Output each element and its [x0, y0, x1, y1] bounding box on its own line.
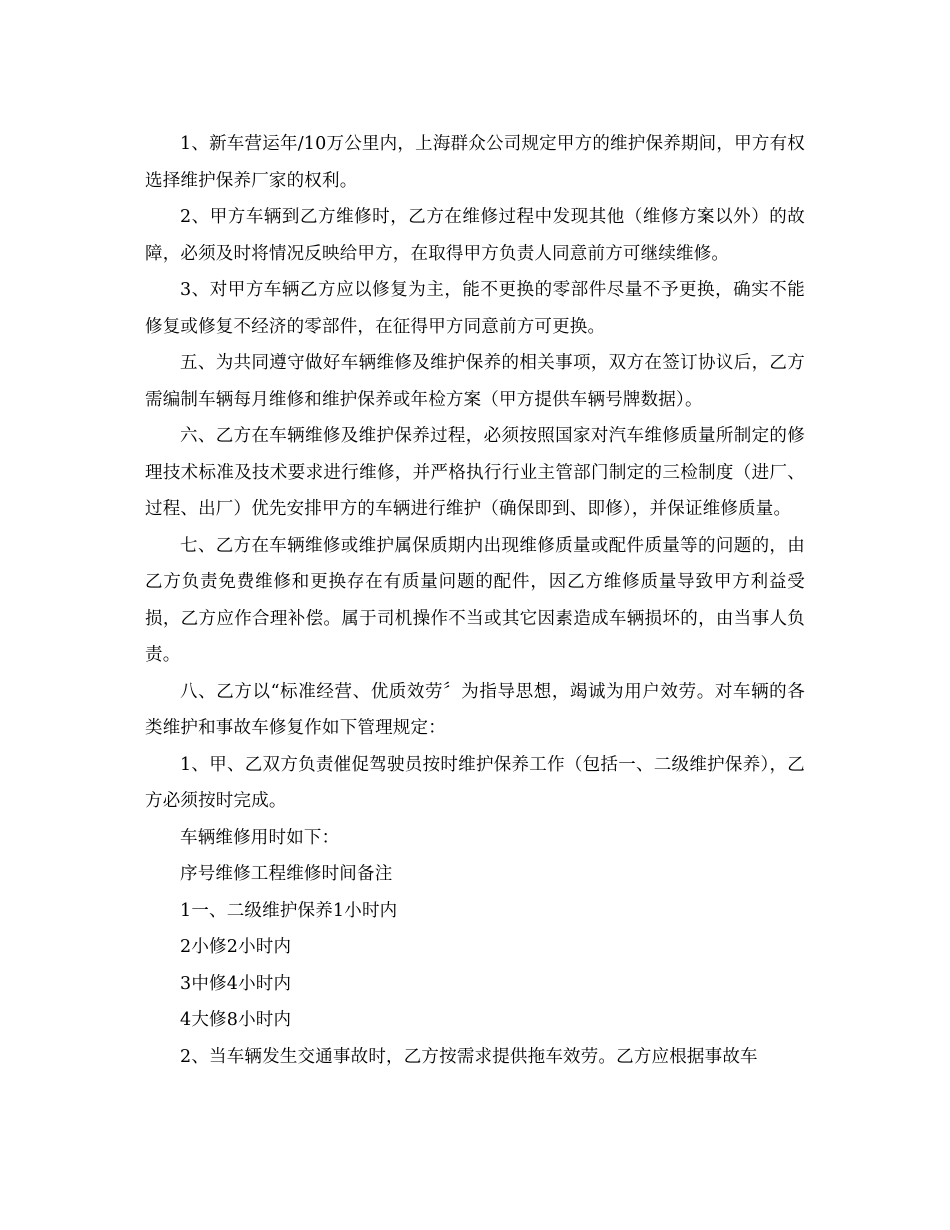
paragraph-2: 2、甲方车辆到乙方维修时，乙方在维修过程中发现其他（维修方案以外）的故障，必须及时将情况反映给甲方，在取得甲方负责人同意前方可继续维修。	[145, 207, 805, 264]
table-intro: 车辆维修用时如下：	[180, 827, 340, 848]
paragraph-section-5: 五、为共同遵守做好车辆维修及维护保养的相关事项，双方在签订协议后，乙方需编制车辆每月维修和维护保养或年检方案（甲方提供车辆号牌数据）。	[145, 353, 805, 410]
table-row: 3中修4小时内	[180, 973, 292, 994]
document-body	[145, 126, 805, 1075]
paragraph-section-8: 八、乙方以“标准经营、优质效劳〞为指导思想，竭诚为用户效劳。对车辆的各类维护和事故车修复作如下管理规定：	[145, 681, 805, 738]
paragraph-section-6: 六、乙方在车辆维修及维护保养过程，必须按照国家对汽车维修质量所制定的修理技术标准及技术要求进行维修，并严格执行行业主管部门制定的三检制度（进厂、过程、出厂）优先安排甲方的车辆进行维护（确保即到、即修），并保证维修质量。	[145, 426, 805, 519]
table-row: 4大修8小时内	[180, 1010, 292, 1030]
paragraph-rule-1: 1、甲、乙双方负责催促驾驶员按时维护保养工作（包括一、二级维护保养），乙方必须按时完成。	[145, 754, 805, 811]
table-header: 序号维修工程维修时间备注	[180, 864, 393, 884]
paragraph-3: 3、对甲方车辆乙方应以修复为主，能不更换的零部件尽量不予更换，确实不能修复或修复不经济的零部件，在征得甲方同意前方可更换。	[145, 280, 805, 337]
paragraph-section-7: 七、乙方在车辆维修或维护属保质期内出现维修质量或配件质量等的问题的，由乙方负责免费维修和更换存在有质量问题的配件，因乙方维修质量导致甲方利益受损，乙方应作合理补偿。属于司机操作不当或其它因素造成车辆损坏的，由当事人负责。	[145, 535, 805, 665]
table-row: 1一、二级维护保养1小时内	[180, 900, 398, 921]
table-row: 2小修2小时内	[180, 937, 292, 957]
paragraph-1: 1、新车营运年/10万公里内，上海群众公司规定甲方的维护保养期间，甲方有权选择维护保养厂家的权利。	[145, 134, 805, 191]
paragraph-rule-2: 2、当车辆发生交通事故时，乙方按需求提供拖车效劳。乙方应根据事故车	[180, 1046, 758, 1067]
